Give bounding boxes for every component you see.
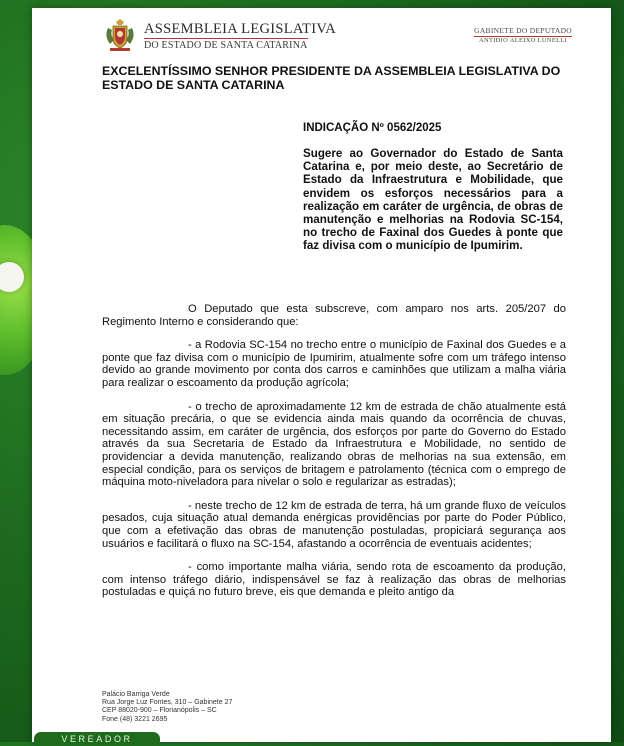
state-coat-of-arms-icon [102,18,138,54]
body-paragraph: - o trecho de aproximadamente 12 km de estrada de chão atualmente está em situação precária, o que se evidencia ainda mais quando da ocorrência de chuvas, necessitando assim, em caráter de urgência, dos esforços por parte do Governo do Estado através da sua Secretaria de Estado da Infraestrutura e Mobilidade, no sentido de providenciar a devida manutenção, realizando obras de melhorias na sua extensão, em especial condição, para os serviços de britagem e patrolamento (técnica com o emprego de máquina moto-niveladora para nivelar o solo e regularizar as estradas); [102,400,566,489]
footer-line: Fone (48) 3221 2695 [102,715,168,723]
assembly-subtitle: DO ESTADO DE SANTA CATARINA [144,40,308,51]
letterhead [102,18,572,58]
document-page [32,8,611,742]
indication-number: INDICAÇÃO Nº 0562/2025 [303,122,442,134]
body-paragraph: - neste trecho de 12 km de estrada de terra, há um grande fluxo de veículos pesados, cuja situação atual demanda enérgicas providências por parte do Poder Público, que com a efetivação das obras de manutenção postuladas, propiciará segurança aos usuários e facilitará o fluxo na SC-154, afastando a ocorrência de eventuais acidentes; [102,499,566,550]
indication-summary: Sugere ao Governador do Estado de Santa Catarina e, por meio deste, ao Secretário de Estado da Infraestrutura e Mobilidade, que envidem os esforços necessários para a realização em caráter de urgência, de obras de manutenção e melhorias na Rodovia SC-154, no trecho de Faxinal dos Guedes à ponte que faz divisa com o município de Ipumirim. [303,147,563,253]
footer-line: CEP 88020-900 – Florianópolis – SC [102,707,217,715]
assembly-name: ASSEMBLEIA LEGISLATIVA [144,21,337,37]
document-body [102,303,566,610]
body-paragraph: - como importante malha viária, sendo rota de escoamento da produção, com intenso tráfego diário, indispensável se faz à realização das obras de melhorias postuladas e quiçá no futuro breve, eis que demanda e pleito antigo da [102,561,566,599]
footer-line: Rua Jorge Luz Fontes, 310 – Gabinete 27 [102,699,233,707]
cabinet-title: GABINETE DO DEPUTADO [474,26,572,35]
cabinet-block [474,26,572,44]
body-paragraph: - a Rodovia SC-154 no trecho entre o município de Faxinal dos Guedes e a ponte que faz divisa com o município de Ipumirim, atualmente sofre com um tráfego intenso devido ao grande movimento por conta dos carros e caminhões que utilizam a malha viária para realizar o escoamento da produção agrícola; [102,339,566,389]
footer-line: Palácio Barriga Verde [102,691,170,698]
vereador-tag: VEREADOR [34,732,160,746]
deputy-name: ANTIDIO ALEIXO LUNELLI [478,37,568,44]
body-paragraph: O Deputado que esta subscreve, com amparo nos arts. 205/207 do Regimento Interno e considerando que: [102,303,566,328]
address-footer [102,691,232,724]
addressee-heading: EXCELENTÍSSIMO SENHOR PRESIDENTE DA ASSEMBLEIA LEGISLATIVA DO ESTADO DE SANTA CATARINA [102,64,561,92]
